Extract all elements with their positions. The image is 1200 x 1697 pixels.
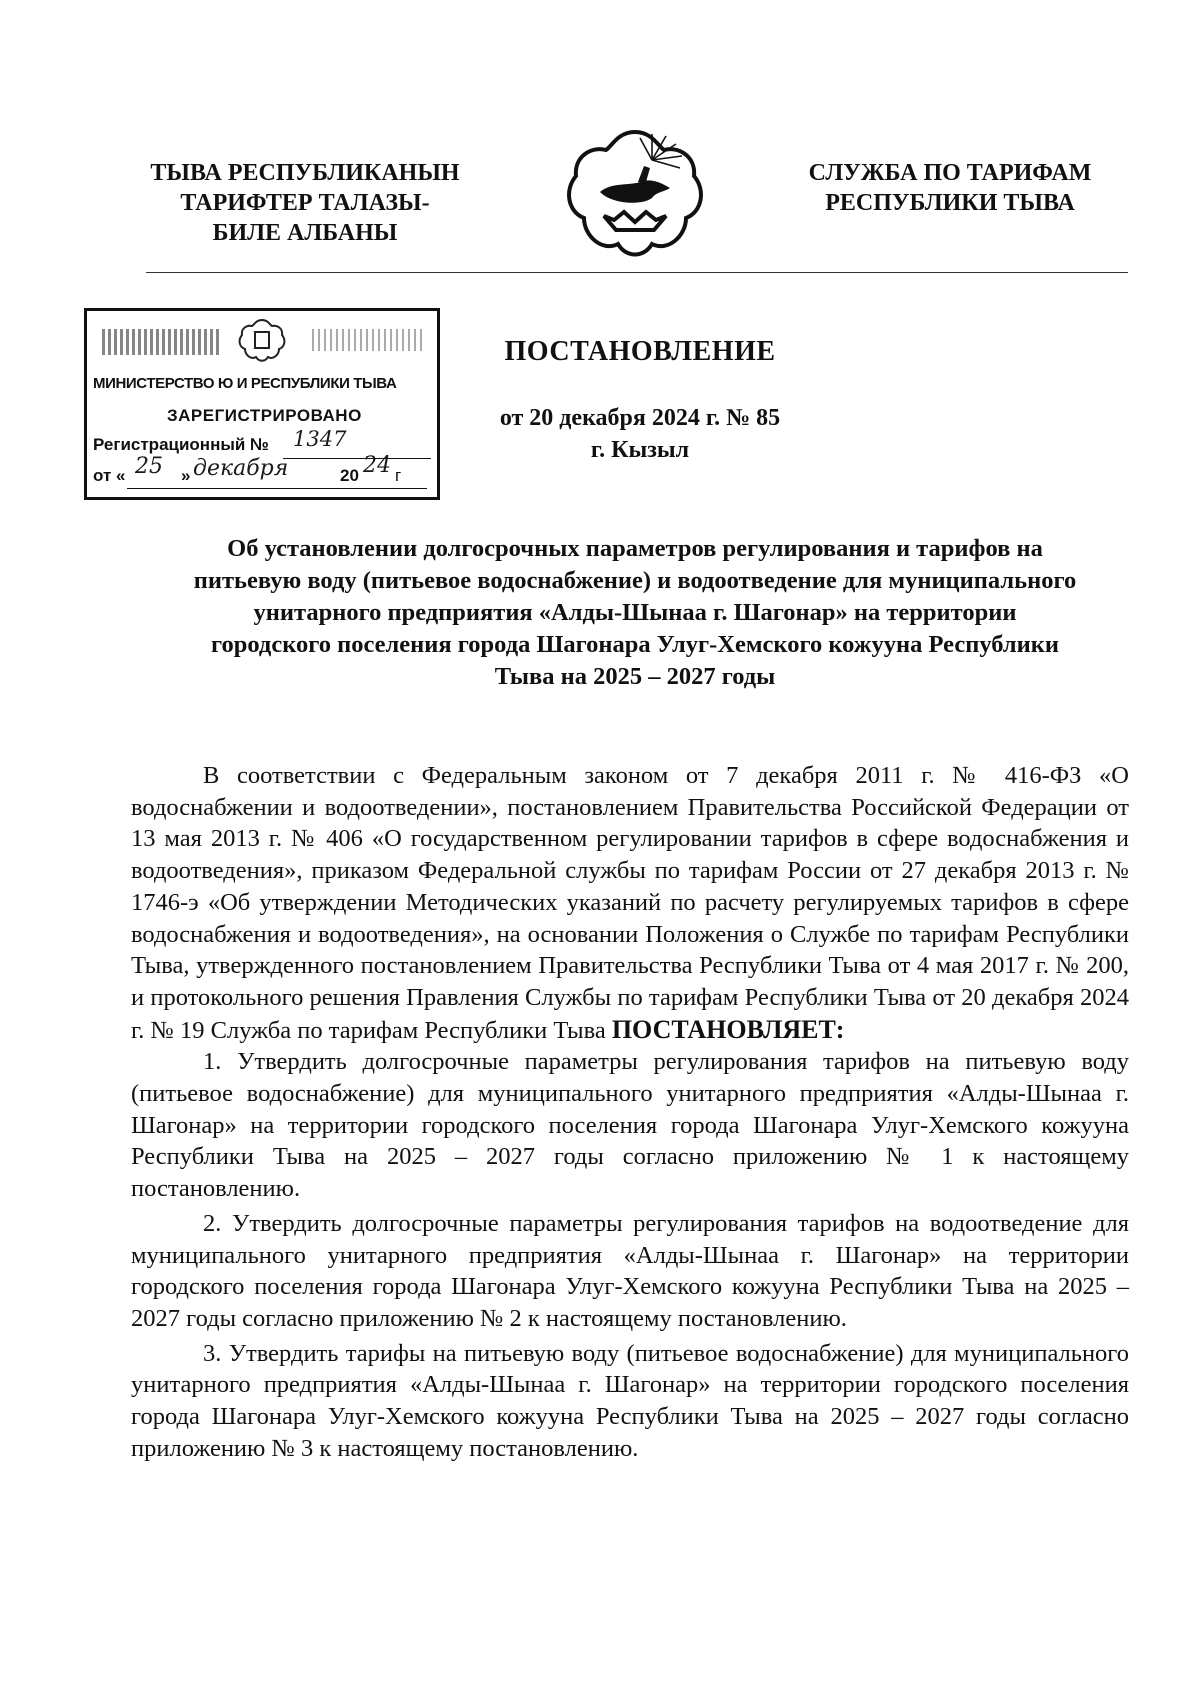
decree-city: г. Кызыл (590, 437, 690, 463)
header-divider (146, 272, 1128, 273)
item-paragraph: 2. Утвердить долгосрочные параметры регулирования тарифов на водоотведение для муниципального унитарного предприятия «Алды-Шынаа г. Шагонар» на территории городского поселения города Шагонара Улуг-Хемского кожууна Республики Тыва на 2025 – 2027 годы согласно приложению № 2 к настоящему постановлению. (131, 1209, 1129, 1332)
tuva-emblem-icon (560, 120, 710, 270)
stamp-blurred-text (102, 329, 222, 355)
header-left-line: ТАРИФТЕР ТАЛАЗЫ- (180, 190, 430, 216)
stamp-ministry: МИНИСТЕРСТВО Ю И РЕСПУБЛИКИ ТЫВА (93, 375, 397, 392)
resolves-keyword: ПОСТАНОВЛЯЕТ: (611, 1014, 845, 1044)
decree-body (131, 760, 1129, 1464)
stamp-reg-label: Регистрационный № (93, 435, 269, 454)
header-right-org-name (770, 158, 1130, 218)
header-right-line: РЕСПУБЛИКИ ТЫВА (825, 190, 1075, 216)
decree-date: от 20 декабря 2024 г. № 85 (499, 405, 781, 431)
stamp-emblem-icon (237, 316, 287, 366)
stamp-from-label: от « (93, 466, 126, 485)
stamp-reg-number: 1347 (293, 427, 347, 451)
stamp-year-prefix: 20 (340, 466, 359, 485)
preamble-text: В соответствии с Федеральным законом от 7 декабря 2011 г. № 416-ФЗ «О водоснабжении и водоотведении», постановлением Правительства Российской Федерации от 13 мая 2013 г. № 406 «О государственном регулировании тарифов в сфере водоснабжения и водоотведения», приказом Федеральной службы по тарифам России от 27 декабря 2013 г. № 1746-э «Об утверждении Методических указаний по расчету регулируемых тарифов в сфере водоснабжения и водоотведения», на основании Положения о Службе по тарифам Республики Тыва, утвержденного постановлением Правительства Республики Тыва от 4 мая 2017 г. № 200, и протокольного решения Правления Службы по тарифам Республики Тыва от 20 декабря 2024 г. № 19 Служба по тарифам Республики Тыва (131, 762, 1129, 1044)
stamp-year-suffix: 24 (363, 453, 391, 478)
subject-line: питьевую воду (питьевое водоснабжение) и водоотведение для муниципального (193, 567, 1077, 594)
header-right-line: СЛУЖБА ПО ТАРИФАМ (808, 160, 1092, 186)
decree-subject (140, 533, 1130, 693)
header-left-org-name (135, 158, 475, 248)
subject-line: унитарного предприятия «Алды-Шынаа г. Шагонар» на территории (253, 599, 1017, 626)
stamp-day: 25 (135, 454, 163, 479)
stamp-underline (283, 458, 431, 459)
subject-line: Об установлении долгосрочных параметров регулирования и тарифов на (227, 535, 1043, 562)
header-left-line: БИЛЕ АЛБАНЫ (212, 220, 398, 246)
item-paragraph: 1. Утвердить долгосрочные параметры регулирования тарифов на питьевую воду (питьевое водоснабжение) для муниципального унитарного предприятия «Алды-Шынаа г. Шагонар» на территории городского поселения города Шагонара Улуг-Хемского кожууна Республики Тыва на 2025 – 2027 годы согласно приложению № 1 к настоящему постановлению. (131, 1048, 1129, 1203)
stamp-blurred-text (312, 329, 422, 351)
stamp-quote-close: » (181, 466, 191, 485)
stamp-registered: ЗАРЕГИСТРИРОВАНО (167, 406, 362, 425)
subject-line: городского поселения города Шагонара Улуг-Хемского кожууна Республики (211, 631, 1059, 658)
subject-line: Тыва на 2025 – 2027 годы (494, 663, 776, 690)
preamble-paragraph (131, 760, 1129, 1046)
registration-stamp (84, 308, 440, 500)
item-paragraph: 3. Утвердить тарифы на питьевую воду (питьевое водоснабжение) для муниципального унитарного предприятия «Алды-Шынаа г. Шагонар» на территории городского поселения города Шагонара Улуг-Хемского кожууна Республики Тыва на 2025 – 2027 годы согласно приложению № 3 к настоящему постановлению. (131, 1339, 1129, 1462)
stamp-year-g: г (395, 466, 402, 485)
decree-title: ПОСТАНОВЛЕНИЕ (504, 336, 776, 367)
header-left-line: ТЫВА РЕСПУБЛИКАНЫН (150, 160, 460, 186)
stamp-underline (127, 488, 427, 489)
stamp-month: декабря (193, 456, 289, 481)
